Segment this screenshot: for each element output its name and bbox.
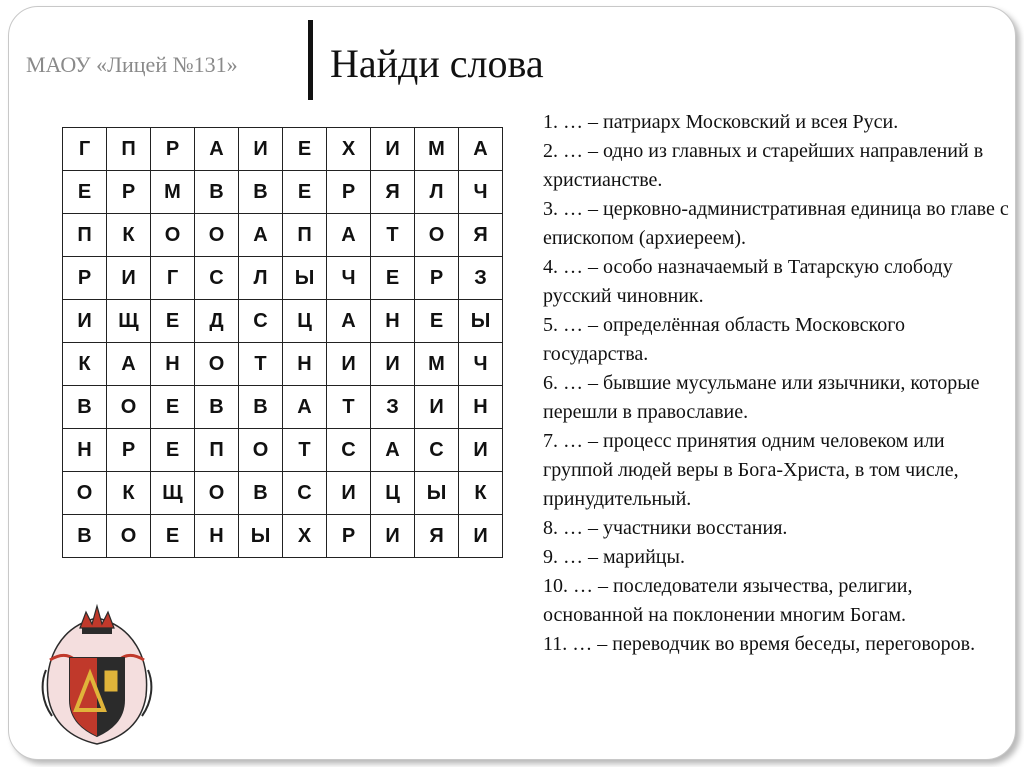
grid-cell: В: [63, 386, 107, 429]
grid-cell: Г: [151, 257, 195, 300]
grid-cell: П: [283, 214, 327, 257]
grid-cell: Т: [239, 343, 283, 386]
grid-cell: А: [459, 128, 503, 171]
grid-cell: И: [459, 515, 503, 558]
grid-cell: Х: [327, 128, 371, 171]
grid-cell: А: [327, 300, 371, 343]
grid-cell: Н: [63, 429, 107, 472]
grid-cell: А: [195, 128, 239, 171]
grid-cell: Г: [63, 128, 107, 171]
grid-cell: Д: [195, 300, 239, 343]
clue-item: 10. … – последователи язычества, религии, основанной на поклонении многим Богам.: [543, 575, 913, 626]
clue-item: 8. … – участники восстания.: [543, 517, 788, 539]
grid-cell: О: [107, 515, 151, 558]
grid-cell: К: [107, 472, 151, 515]
clue-item: 5. … – определённая область Московского государства.: [543, 314, 905, 365]
grid-cell: З: [371, 386, 415, 429]
grid-row: [63, 429, 503, 472]
grid-cell: Ч: [459, 343, 503, 386]
grid-row: [63, 515, 503, 558]
grid-cell: И: [239, 128, 283, 171]
grid-cell: Я: [415, 515, 459, 558]
grid-cell: П: [195, 429, 239, 472]
grid-cell: Р: [63, 257, 107, 300]
grid-cell: Е: [415, 300, 459, 343]
grid-cell: А: [107, 343, 151, 386]
grid-cell: Е: [151, 300, 195, 343]
grid-cell: С: [283, 472, 327, 515]
grid-cell: Ы: [239, 515, 283, 558]
grid-cell: Н: [459, 386, 503, 429]
grid-cell: Т: [371, 214, 415, 257]
grid-cell: И: [327, 472, 371, 515]
grid-cell: А: [371, 429, 415, 472]
lyceum-emblem: [36, 598, 158, 748]
grid-cell: Т: [283, 429, 327, 472]
grid-cell: А: [327, 214, 371, 257]
grid-cell: О: [107, 386, 151, 429]
grid-cell: К: [459, 472, 503, 515]
grid-cell: Е: [63, 171, 107, 214]
wordsearch-grid: [62, 127, 503, 558]
grid-cell: И: [371, 515, 415, 558]
grid-cell: М: [415, 343, 459, 386]
clue-item: 1. … – патриарх Московский и всея Руси.: [543, 111, 899, 133]
grid-cell: Р: [327, 171, 371, 214]
grid-cell: Р: [107, 171, 151, 214]
grid-cell: И: [459, 429, 503, 472]
grid-cell: Ч: [327, 257, 371, 300]
grid-cell: Щ: [107, 300, 151, 343]
grid-cell: В: [239, 171, 283, 214]
grid-cell: П: [63, 214, 107, 257]
grid-cell: О: [63, 472, 107, 515]
grid-cell: Н: [195, 515, 239, 558]
grid-cell: В: [239, 386, 283, 429]
grid-cell: Т: [327, 386, 371, 429]
grid-cell: Е: [371, 257, 415, 300]
grid-row: [63, 128, 503, 171]
grid-row: [63, 214, 503, 257]
grid-cell: В: [239, 472, 283, 515]
grid-cell: С: [415, 429, 459, 472]
grid-cell: В: [63, 515, 107, 558]
grid-cell: Р: [107, 429, 151, 472]
clue-item: 9. … – марийцы.: [543, 546, 685, 568]
grid-cell: О: [151, 214, 195, 257]
grid-cell: М: [151, 171, 195, 214]
grid-cell: М: [415, 128, 459, 171]
grid-cell: К: [63, 343, 107, 386]
grid-cell: Ы: [283, 257, 327, 300]
clue-item: 3. … – церковно-административная единица во главе с епископом (архиереем).: [543, 198, 1009, 249]
grid-cell: Р: [151, 128, 195, 171]
grid-cell: Ц: [283, 300, 327, 343]
clue-item: 4. … – особо назначаемый в Татарскую слободу русский чиновник.: [543, 256, 953, 307]
grid-cell: Щ: [151, 472, 195, 515]
school-name: МАОУ «Лицей №131»: [26, 52, 238, 77]
grid-cell: Ч: [459, 171, 503, 214]
grid-cell: Е: [283, 128, 327, 171]
grid-row: [63, 171, 503, 214]
page-title: Найди слова: [330, 41, 544, 86]
grid-cell: С: [239, 300, 283, 343]
grid-cell: И: [107, 257, 151, 300]
grid-cell: О: [239, 429, 283, 472]
clue-item: 7. … – процесс принятия одним человеком или группой людей веры в Бога-Христа, в том числе, принудительный.: [543, 430, 959, 510]
grid-cell: Ы: [459, 300, 503, 343]
grid-cell: К: [107, 214, 151, 257]
emblem-crown-icon: [80, 606, 114, 634]
grid-row: [63, 300, 503, 343]
grid-cell: И: [415, 386, 459, 429]
grid-cell: Ы: [415, 472, 459, 515]
grid-cell: Н: [371, 300, 415, 343]
grid-row: [63, 257, 503, 300]
grid-cell: Е: [151, 429, 195, 472]
grid-cell: В: [195, 171, 239, 214]
grid-cell: Н: [151, 343, 195, 386]
grid-cell: И: [327, 343, 371, 386]
grid-cell: Р: [327, 515, 371, 558]
grid-cell: С: [327, 429, 371, 472]
grid-cell: А: [239, 214, 283, 257]
grid-row: [63, 343, 503, 386]
grid-cell: Р: [415, 257, 459, 300]
grid-cell: Е: [151, 386, 195, 429]
grid-cell: И: [371, 128, 415, 171]
title-divider: [308, 20, 313, 100]
grid-cell: О: [195, 472, 239, 515]
grid-cell: И: [63, 300, 107, 343]
grid-cell: А: [283, 386, 327, 429]
clue-item: 6. … – бывшие мусульмане или язычники, которые перешли в православие.: [543, 372, 980, 423]
grid-cell: З: [459, 257, 503, 300]
grid-cell: Л: [415, 171, 459, 214]
grid-cell: С: [195, 257, 239, 300]
grid-row: [63, 386, 503, 429]
grid-cell: О: [195, 214, 239, 257]
grid-cell: Л: [239, 257, 283, 300]
grid-cell: Я: [371, 171, 415, 214]
grid-row: [63, 472, 503, 515]
grid-cell: В: [195, 386, 239, 429]
clue-list: [543, 108, 1013, 659]
clue-item: 11. … – переводчик во время беседы, переговоров.: [543, 633, 976, 655]
clue-item: 2. … – одно из главных и старейших направлений в христианстве.: [543, 140, 984, 191]
grid-cell: Ц: [371, 472, 415, 515]
grid-cell: Е: [283, 171, 327, 214]
grid-cell: И: [371, 343, 415, 386]
grid-cell: О: [195, 343, 239, 386]
grid-cell: Х: [283, 515, 327, 558]
grid-cell: П: [107, 128, 151, 171]
grid-cell: Н: [283, 343, 327, 386]
grid-cell: Е: [151, 515, 195, 558]
grid-cell: Я: [459, 214, 503, 257]
grid-cell: О: [415, 214, 459, 257]
